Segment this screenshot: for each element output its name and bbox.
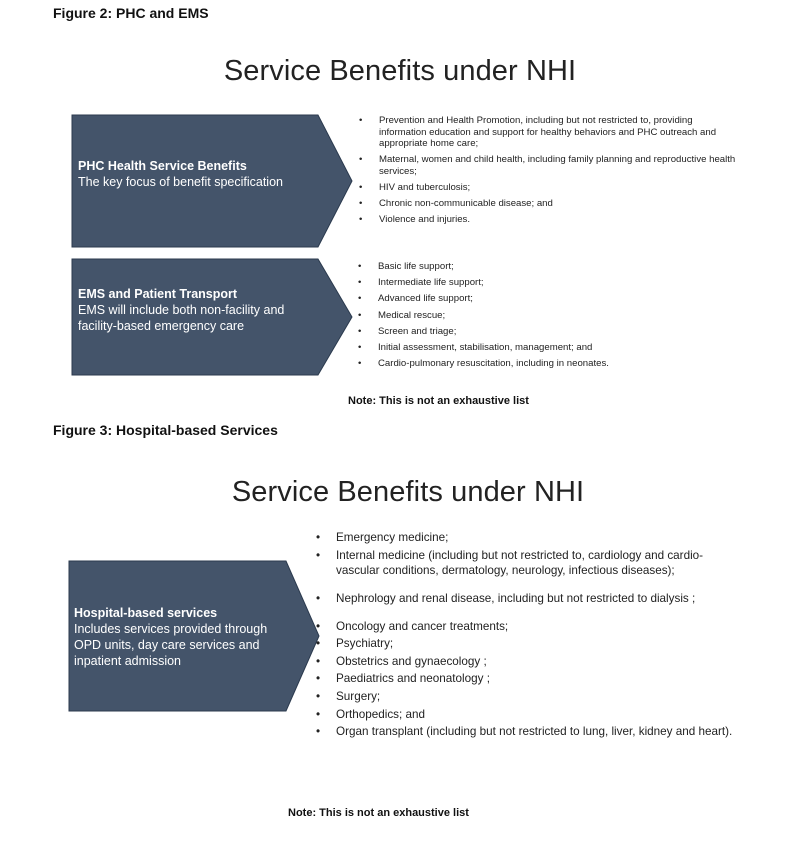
list-item: • Internal medicine (including but not restricted to, cardiology and cardio-vascular conditions, dermatology, neurology, infectious diseases); (316, 548, 736, 578)
ems-services-list (358, 261, 738, 374)
figure-3-note: Note: This is not an exhaustive list (288, 807, 469, 819)
list-item: • Initial assessment, stabilisation, management; and (358, 342, 738, 354)
list-item: • Nephrology and renal disease, including but not restricted to dialysis ; (316, 591, 736, 606)
list-item: • Paediatrics and neonatology ; (316, 671, 736, 686)
ems-arrow-box (71, 258, 353, 376)
phc-description: The key focus of benefit specification (78, 175, 283, 189)
list-item: • Basic life support; (358, 261, 738, 273)
phc-heading: PHC Health Service Benefits (78, 159, 247, 173)
list-item: • Prevention and Health Promotion, including but not restricted to, providing information education and support for healthy behaviors and PHC outreach and appropriate home care; (359, 115, 739, 150)
figure-3-caption: Figure 3: Hospital-based Services (53, 422, 278, 438)
list-item: • Violence and injuries. (359, 214, 739, 226)
list-item: • Surgery; (316, 689, 736, 704)
list-item: • Cardio-pulmonary resuscitation, including in neonates. (358, 358, 738, 370)
figure-2-note: Note: This is not an exhaustive list (348, 395, 529, 407)
list-item: • Maternal, women and child health, including family planning and reproductive health services; (359, 154, 739, 177)
hospital-heading: Hospital-based services (74, 606, 218, 620)
figure-3-title: Service Benefits under NHI (231, 476, 585, 508)
ems-description: EMS will include both non-facility and facility-based emergency care (78, 303, 285, 333)
hospital-services-list (316, 530, 736, 742)
list-item: • Emergency medicine; (316, 530, 736, 545)
hospital-description: Includes services provided through OPD units, day care services and inpatient admission (74, 622, 268, 668)
list-item: • Chronic non-communicable disease; and (359, 198, 739, 210)
phc-arrow-box (71, 114, 353, 248)
list-item: • Advanced life support; (358, 293, 738, 305)
list-item: • Intermediate life support; (358, 277, 738, 289)
figure-2-caption: Figure 2: PHC and EMS (53, 5, 209, 21)
figure-2-title: Service Benefits under NHI (223, 55, 577, 87)
list-item: • HIV and tuberculosis; (359, 182, 739, 194)
phc-benefits-list (359, 115, 739, 230)
list-item: • Psychiatry; (316, 636, 736, 651)
list-item: • Obstetrics and gynaecology ; (316, 654, 736, 669)
list-item: • Screen and triage; (358, 326, 738, 338)
ems-heading: EMS and Patient Transport (78, 287, 238, 301)
list-item: • Orthopedics; and (316, 707, 736, 722)
list-item: • Organ transplant (including but not restricted to lung, liver, kidney and heart). (316, 724, 736, 739)
hospital-arrow-box (68, 560, 320, 712)
list-item: • Oncology and cancer treatments; (316, 619, 736, 634)
list-item: • Medical rescue; (358, 310, 738, 322)
